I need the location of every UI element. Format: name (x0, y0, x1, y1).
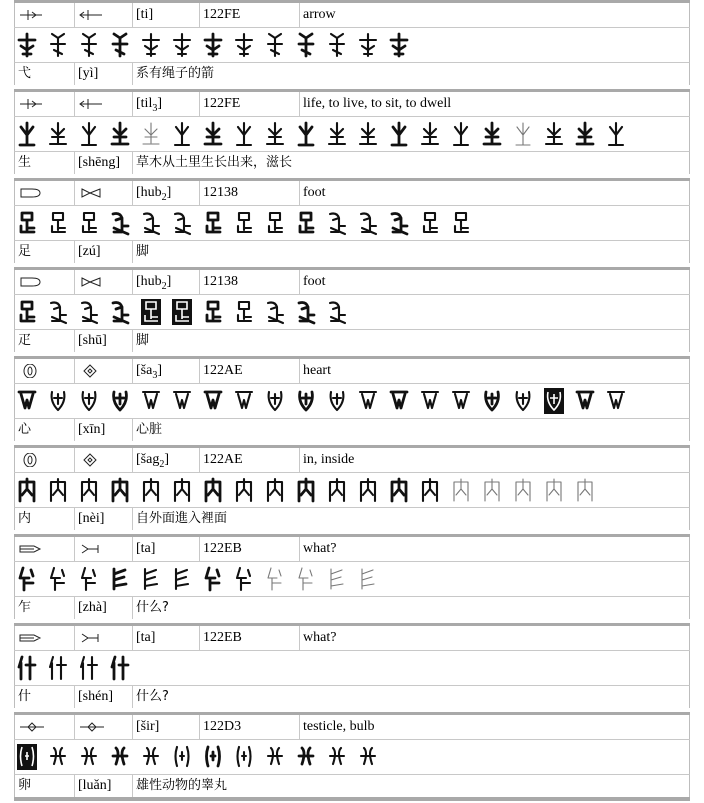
oracle-glyph (391, 34, 407, 56)
oracle-glyph (300, 392, 313, 410)
chinese-gloss: 草木从土里生长出来，滋长 (132, 152, 690, 174)
chinese-character: 内 (14, 508, 74, 530)
oracle-glyph (82, 568, 95, 590)
oracle-glyph (82, 303, 97, 324)
oracle-glyph (268, 303, 283, 324)
cuneiform-variant-cell (74, 181, 132, 205)
oracle-glyph (114, 392, 127, 410)
arrow-cuneiform-sign (18, 97, 58, 111)
oracle-glyph (207, 747, 220, 766)
oracle-glyph (485, 479, 499, 501)
oracle-glyph (422, 392, 438, 408)
pinyin-cell: [zú] (74, 241, 132, 263)
meaning-cell: arrow (299, 3, 690, 27)
sign-reading: hub (140, 185, 162, 200)
heart-variant-sign (78, 364, 118, 378)
oracle-glyph (172, 299, 192, 325)
oracle-bone-glyph-row (14, 295, 690, 330)
oracle-glyph (392, 123, 406, 145)
cuneiform-variant-cell (74, 537, 132, 561)
cuneiform-variant-cell (74, 3, 132, 27)
glyph-strip (15, 295, 690, 329)
oracle-glyph (424, 213, 437, 232)
chinese-character: 弋 (14, 63, 74, 85)
cuneiform-variant-cell (74, 270, 132, 294)
oracle-bone-glyph-row (14, 117, 690, 152)
entry-footer-row (14, 63, 690, 85)
sign-reading: ša (140, 363, 153, 378)
sign-reading: hub (140, 274, 162, 289)
oracle-glyph (141, 299, 161, 325)
oracle-glyph (329, 123, 345, 144)
arrow-variant-sign (78, 8, 118, 22)
pinyin: shū (82, 333, 103, 348)
oracle-glyph (51, 34, 65, 56)
oracle-glyph (83, 213, 96, 232)
entry-header-row (14, 3, 690, 28)
bulb-variant-sign (78, 720, 118, 734)
pinyin: yì (82, 66, 94, 81)
oracle-glyph (299, 479, 313, 501)
chinese-gloss: 自外面進入裡面 (132, 508, 690, 530)
entry-header-row (14, 715, 690, 740)
oracle-glyph (486, 392, 499, 410)
entry-footer-row (14, 508, 690, 530)
oracle-glyph (360, 34, 376, 56)
oracle-glyph (175, 214, 190, 235)
oracle-glyph (145, 569, 157, 589)
oracle-glyph (51, 303, 66, 324)
sign-reading: ta (140, 630, 151, 645)
oracle-glyph (330, 214, 345, 235)
entry-footer-row (14, 686, 690, 708)
oracle-glyph (174, 392, 190, 408)
oracle-glyph (21, 213, 34, 232)
oracle-glyph (331, 392, 344, 410)
oracle-glyph (82, 34, 96, 56)
pinyin-cell: [yì] (74, 63, 132, 85)
cuneiform-sign-cell (14, 626, 74, 650)
cuneiform-sign-cell (14, 359, 74, 383)
meaning-cell: testicle, bulb (299, 715, 690, 739)
oracle-glyph (268, 479, 282, 501)
sign-entry-5 (14, 356, 690, 445)
oracle-glyph (205, 123, 221, 144)
codepoint-cell: 12138 (199, 270, 299, 294)
sign-entry-2 (14, 89, 690, 178)
chinese-gloss: 脚 (132, 330, 690, 352)
oracle-glyph (113, 479, 127, 501)
chinese-character: 心 (14, 419, 74, 441)
oracle-glyph (578, 479, 592, 501)
entry-header-row (14, 359, 690, 384)
oracle-glyph (113, 214, 128, 235)
sign-entry-7 (14, 534, 690, 623)
oracle-glyph (51, 568, 64, 590)
oracle-glyph (517, 392, 530, 410)
oracle-glyph (268, 748, 282, 764)
oracle-bone-glyph-row (14, 740, 690, 775)
oracle-glyph (236, 392, 252, 408)
oracle-glyph (144, 214, 159, 235)
entry-header-row (14, 270, 690, 295)
entry-footer-row (14, 241, 690, 263)
chinese-character: 疋 (14, 330, 74, 352)
oracle-glyph (299, 748, 313, 764)
pinyin: nèi (82, 511, 100, 526)
reading-cell: [šir] (132, 715, 199, 739)
sign-entry-4 (14, 267, 690, 356)
oracle-glyph (423, 479, 437, 501)
oracle-glyph (454, 123, 468, 145)
oracle-bone-glyph-row (14, 473, 690, 508)
oracle-glyph (51, 479, 65, 501)
sign-reading: ta (140, 541, 151, 556)
oracle-glyph (17, 744, 37, 770)
meaning-cell: foot (299, 181, 690, 205)
reading-index: 3 (152, 102, 158, 114)
oracle-glyph (299, 303, 314, 324)
oracle-glyph (144, 748, 158, 764)
reading-cell: $[ša_3]$ (132, 359, 199, 383)
sign-reading: til (140, 96, 153, 111)
chinese-character: 卵 (14, 775, 74, 797)
cuneiform-sign-cell (14, 270, 74, 294)
sign-reading: šag (140, 452, 160, 467)
reading-index: 2 (161, 191, 167, 203)
chinese-character: 足 (14, 241, 74, 263)
sign-reading: ti (140, 7, 149, 22)
entry-header-row (14, 448, 690, 473)
pinyin: shén (82, 689, 109, 704)
oracle-glyph (267, 123, 283, 144)
oracle-glyph (114, 569, 126, 589)
oracle-glyph (82, 123, 96, 145)
oracle-glyph (50, 123, 66, 144)
chinese-character: 乍 (14, 597, 74, 619)
oracle-glyph (299, 568, 312, 590)
chinese-character: 什 (14, 686, 74, 708)
pinyin: luǎn (82, 778, 107, 793)
foot-cuneiform-sign (18, 186, 58, 200)
chinese-gloss: 什么? (132, 597, 690, 619)
oracle-glyph (20, 568, 33, 590)
oracle-glyph (20, 123, 34, 145)
cuneiform-sign-cell (14, 715, 74, 739)
pinyin-cell: [xīn] (74, 419, 132, 441)
oracle-glyph (206, 568, 219, 590)
oracle-glyph (52, 392, 65, 410)
foot-variant-sign (78, 186, 118, 200)
oracle-bone-glyph-row (14, 562, 690, 597)
glyph-strip (15, 651, 690, 685)
oracle-glyph (577, 123, 593, 144)
pinyin-cell: [zhà] (74, 597, 132, 619)
oracle-glyph (19, 34, 35, 56)
pinyin-cell: [luǎn] (74, 775, 132, 797)
oracle-glyph (52, 213, 65, 232)
entry-header-row (14, 92, 690, 117)
pinyin: zú (82, 244, 96, 259)
reading-index: 2 (159, 458, 165, 470)
oracle-glyph (392, 479, 406, 501)
oracle-glyph (268, 34, 282, 56)
codepoint-cell: 122D3 (199, 715, 299, 739)
what-cuneiform-sign (18, 542, 58, 556)
oracle-glyph (113, 34, 127, 56)
chinese-gloss: 心脏 (132, 419, 690, 441)
table-bottom-rule (14, 797, 690, 801)
sign-entry-1 (14, 0, 690, 89)
meaning-cell: heart (299, 359, 690, 383)
reading-cell: [šag$_2$] (132, 448, 199, 472)
oracle-glyph (268, 568, 281, 590)
oracle-glyph (143, 392, 159, 408)
meaning-cell: in, inside (299, 448, 690, 472)
oracle-glyph (360, 392, 376, 408)
codepoint-cell: 122FE (199, 92, 299, 116)
oracle-glyph (50, 657, 66, 679)
glyph-strip (15, 206, 690, 240)
oracle-glyph (176, 747, 189, 766)
oracle-bone-glyph-row (14, 206, 690, 241)
heart-cuneiform-sign (18, 453, 58, 467)
oracle-glyph (361, 479, 375, 501)
what-variant-sign (78, 631, 118, 645)
glyph-strip (15, 117, 690, 151)
oracle-glyph (238, 302, 251, 321)
oracle-glyph (21, 302, 34, 321)
oracle-glyph (237, 123, 251, 145)
reading-cell: [til$_3$] (132, 92, 199, 116)
oracle-glyph (330, 34, 344, 56)
pinyin-cell: [shén] (74, 686, 132, 708)
entry-header-row (14, 537, 690, 562)
pinyin-cell: [nèi] (74, 508, 132, 530)
oracle-glyph (608, 392, 624, 408)
oracle-bone-glyph-row (14, 384, 690, 419)
chinese-gloss: 什么? (132, 686, 690, 708)
oracle-glyph (205, 34, 221, 56)
chinese-gloss: 脚 (132, 241, 690, 263)
oracle-glyph (454, 479, 468, 501)
glyph-strip (15, 28, 690, 62)
entry-header-row (14, 181, 690, 206)
oracle-glyph (236, 34, 252, 56)
what-variant-sign (78, 542, 118, 556)
arrow-variant-sign (78, 97, 118, 111)
oracle-glyph (269, 392, 282, 410)
oracle-glyph (360, 123, 376, 144)
chinese-gloss: 雄性动物的睾丸 (132, 775, 690, 797)
oracle-glyph (516, 123, 530, 145)
entry-footer-row (14, 330, 690, 352)
oracle-glyph (51, 748, 65, 764)
arrow-cuneiform-sign (18, 8, 58, 22)
oracle-glyph (82, 479, 96, 501)
oracle-glyph (544, 388, 564, 414)
oracle-glyph (205, 392, 221, 408)
pinyin: zhà (82, 600, 103, 615)
oracle-glyph (176, 569, 188, 589)
oracle-glyph (516, 479, 530, 501)
glyph-strip (15, 473, 690, 507)
reading-cell: [hub$_2$] (132, 181, 199, 205)
oracle-glyph (609, 123, 623, 145)
oracle-glyph (422, 123, 438, 144)
foot-cuneiform-sign (18, 275, 58, 289)
oracle-glyph (144, 479, 158, 501)
oracle-glyph (361, 214, 376, 235)
oracle-glyph (362, 569, 374, 589)
meaning-cell: what? (299, 537, 690, 561)
reading-cell: [ta] (132, 626, 199, 650)
oracle-glyph (174, 34, 190, 56)
oracle-glyph (175, 123, 189, 145)
oracle-glyph (299, 123, 313, 145)
cuneiform-variant-cell (74, 92, 132, 116)
oracle-glyph (237, 568, 250, 590)
oracle-glyph (20, 479, 34, 501)
oracle-glyph (455, 213, 468, 232)
glyph-strip (15, 740, 690, 774)
sign-entry-6 (14, 445, 690, 534)
codepoint-cell: 122FE (199, 3, 299, 27)
pinyin: shēng (82, 155, 116, 170)
entry-footer-row (14, 775, 690, 797)
oracle-glyph (547, 479, 561, 501)
codepoint-cell: 122AE (199, 448, 299, 472)
oracle-glyph (330, 479, 344, 501)
what-cuneiform-sign (18, 631, 58, 645)
glyph-strip (15, 384, 690, 418)
codepoint-cell: 122EB (199, 626, 299, 650)
oracle-glyph (331, 569, 343, 589)
entry-header-row (14, 626, 690, 651)
pinyin-cell: [shū] (74, 330, 132, 352)
cuneiform-sign-cell (14, 537, 74, 561)
cuneiform-variant-cell (74, 715, 132, 739)
oracle-glyph (175, 479, 189, 501)
oracle-glyph (391, 392, 407, 408)
meaning-cell: life, to live, to sit, to dwell (299, 92, 690, 116)
bulb-cuneiform-sign (18, 720, 58, 734)
oracle-glyph (206, 479, 220, 501)
meaning-cell: foot (299, 270, 690, 294)
oracle-glyph (113, 303, 128, 324)
heart-variant-sign (78, 453, 118, 467)
sign-entry-9 (14, 712, 690, 801)
oracle-glyph (143, 123, 159, 144)
cuneiform-variant-cell (74, 448, 132, 472)
oracle-glyph (238, 747, 251, 766)
codepoint-cell: 122EB (199, 537, 299, 561)
sign-entry-3 (14, 178, 690, 267)
reading-cell: [ta] (132, 537, 199, 561)
pinyin-cell: [shēng] (74, 152, 132, 174)
oracle-glyph (19, 657, 35, 679)
oracle-glyph (330, 748, 344, 764)
oracle-glyph (238, 213, 251, 232)
chinese-character: 生 (14, 152, 74, 174)
oracle-bone-glyph-row (14, 651, 690, 686)
oracle-bone-glyph-row (14, 28, 690, 63)
pinyin: xīn (82, 422, 101, 437)
entry-footer-row (14, 152, 690, 174)
codepoint-cell: 122AE (199, 359, 299, 383)
cuneiform-variant-cell (74, 626, 132, 650)
oracle-glyph (113, 748, 127, 764)
entry-footer-row (14, 597, 690, 619)
cuneiform-sign-cell (14, 92, 74, 116)
reading-cell: [hub$_2$] (132, 270, 199, 294)
cuneiform-sign-cell (14, 181, 74, 205)
oracle-glyph (207, 213, 220, 232)
oracle-glyph (484, 123, 500, 144)
oracle-glyph (19, 392, 35, 408)
sign-entry-8 (14, 623, 690, 712)
oracle-glyph (83, 392, 96, 410)
oracle-glyph (330, 303, 345, 324)
chinese-gloss: 系有绳子的箭 (132, 63, 690, 85)
oracle-glyph (112, 657, 128, 679)
oracle-glyph (237, 479, 251, 501)
oracle-glyph (81, 657, 97, 679)
oracle-glyph (143, 34, 159, 56)
oracle-glyph (207, 302, 220, 321)
oracle-glyph (453, 392, 469, 408)
entry-footer-row (14, 419, 690, 441)
oracle-glyph (392, 214, 407, 235)
reading-index: 3 (152, 369, 158, 381)
cuneiform-sign-cell (14, 448, 74, 472)
sign-reading: šir (140, 719, 155, 734)
cuneiform-variant-cell (74, 359, 132, 383)
oracle-glyph (299, 34, 313, 56)
reading-cell: [ti] (132, 3, 199, 27)
oracle-glyph (112, 123, 128, 144)
glyph-strip (15, 562, 690, 596)
sign-list-table (14, 0, 690, 801)
reading-index: 2 (161, 280, 167, 292)
codepoint-cell: 12138 (199, 181, 299, 205)
oracle-glyph (361, 748, 375, 764)
meaning-cell: what? (299, 626, 690, 650)
oracle-glyph (577, 392, 593, 408)
oracle-glyph (269, 213, 282, 232)
foot-variant-sign (78, 275, 118, 289)
oracle-glyph (82, 748, 96, 764)
cuneiform-sign-cell (14, 3, 74, 27)
heart-cuneiform-sign (18, 364, 58, 378)
oracle-glyph (546, 123, 562, 144)
oracle-glyph (300, 213, 313, 232)
